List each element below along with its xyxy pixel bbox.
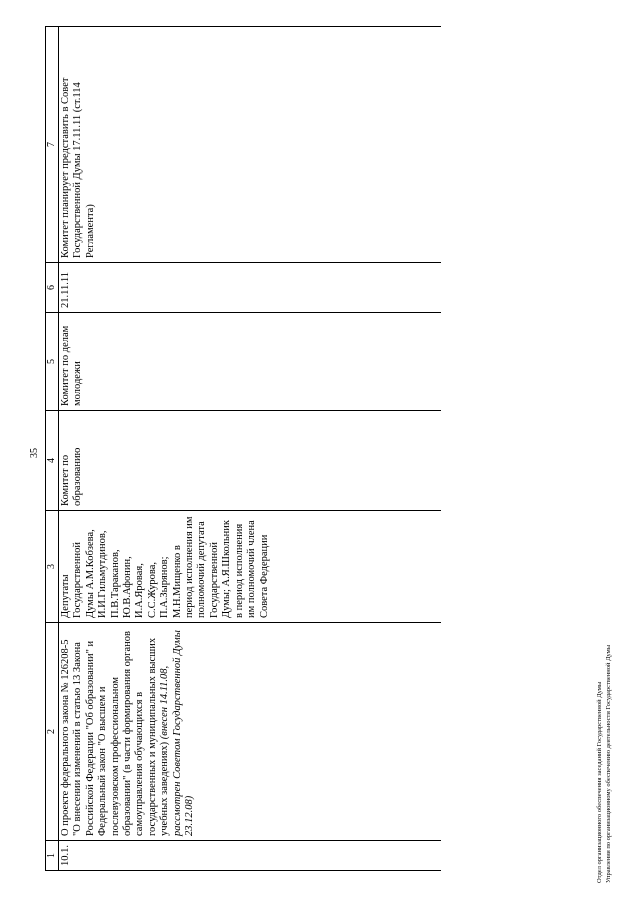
bill-authors: Депутаты Государственной Думы А.М.Кобзева, И.И.Гильмутдинов, П.В.Тараканов, Ю.В.Афонин, И.А.Яровая, С.С.Журова, П.А.Зырянов; М.Н.Мищенко в период исполнения им полномочий депутата Государственной Думы; А.Я.Школьник в период исполнения им полномочий члена Совета Федерации xyxy=(59,511,442,623)
plan-note: Комитет планирует представить в Совет Государственной Думы 17.11.11 (ст.114 Регламента) xyxy=(59,27,442,263)
header-col-1: 1 xyxy=(46,841,59,871)
header-col-7: 7 xyxy=(46,27,59,263)
table-row xyxy=(59,27,442,871)
item-number: 10.1. xyxy=(59,841,442,871)
header-col-4: 4 xyxy=(46,411,59,511)
footer-line-1: Отдел организационного обеспечения заседаний Государственной Думы xyxy=(596,681,603,883)
bill-status-note: (внесен 14.11.08, рассмотрен Советом Государственной Думы 23.12.08) xyxy=(159,630,196,836)
bill-description-cell xyxy=(59,623,442,841)
footer-line-2: Управления по организационному обеспечению деятельности Государственной Думы xyxy=(605,644,612,883)
bill-description: О проекте федерального закона № 126208-5 "О внесении изменений в статью 13 Закона Российской Федерации "Об образовании" и Федеральный закон "О высшем и послевузовском профессиональном образовании" (в части формирования органов самоуправления обучающихся в государственных и муниципальных высших учебных заведениях) xyxy=(60,631,171,836)
deadline-date: 21.11.11 xyxy=(59,263,442,313)
header-row xyxy=(46,27,59,871)
page-number: 35 xyxy=(29,448,40,458)
header-col-5: 5 xyxy=(46,313,59,411)
header-col-3: 3 xyxy=(46,511,59,623)
agenda-table xyxy=(45,26,441,871)
co-committee: Комитет по делам молодежи xyxy=(59,313,442,411)
header-col-6: 6 xyxy=(46,263,59,313)
responsible-committee: Комитет по образованию xyxy=(59,411,442,511)
rotated-page xyxy=(29,23,625,883)
footer xyxy=(595,645,613,883)
header-col-2: 2 xyxy=(46,623,59,841)
